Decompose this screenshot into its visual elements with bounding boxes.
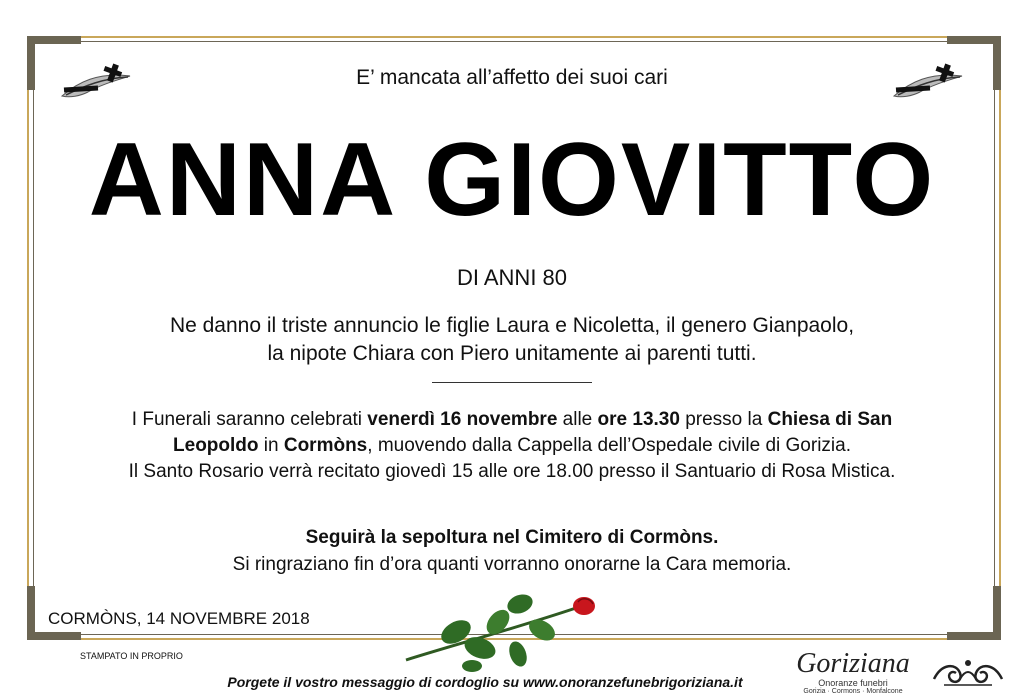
burial-details [36,524,988,578]
ornament-swirl-icon [930,655,1006,689]
logo-subtitle: Onoranze funebri [818,678,888,688]
burial-line: Seguirà la sepoltura nel Cimitero di Cormòns. [305,527,719,548]
printed-note: STAMPATO IN PROPRIO [80,651,183,661]
rosary-line: Il Santo Rosario verrà recitato giovedì 15 alle ore 18.00 presso il Santuario di Rosa Mistica. [128,461,896,482]
thanks-line: Si ringraziano fin d’ora quanti vorranno onorarne la Cara memoria. [232,554,792,575]
logo-name: Goriziana [796,648,910,679]
place-date: CORMÒNS, 14 NOVEMBRE 2018 [48,609,310,628]
rose-icon [400,582,604,676]
announcement [36,312,988,368]
logo [780,650,926,694]
logo-places: Gorizia · Cormons · Monfalcone [803,688,903,695]
funeral-details [36,407,988,485]
age-text: DI ANNI 80 [456,265,568,290]
funeral-line-2: Leopoldo in Cormòns, muovendo dalla Cappella dell’Ospedale civile di Gorizia. [173,435,851,456]
funeral-line-1: I Funerali saranno celebrati venerdì 16 novembre alle ore 13.30 presso la Chiesa di San [131,409,893,430]
frame-corner-bottom-right [947,586,1001,640]
footer-message: Porgete il vostro messaggio di cordoglio su www.onoranzefunebrigoriziana.it [227,674,743,690]
intro-text: E’ mancata all’affetto dei suoi cari [356,66,668,89]
deceased-name: ANNA GIOVITTO [88,122,936,238]
divider [432,382,592,383]
announcement-line: la nipote Chiara con Piero unitamente ai parenti tutti. [267,342,757,365]
announcement-line: Ne danno il triste annuncio le figlie Laura e Nicoletta, il genero Gianpaolo, [169,314,855,337]
